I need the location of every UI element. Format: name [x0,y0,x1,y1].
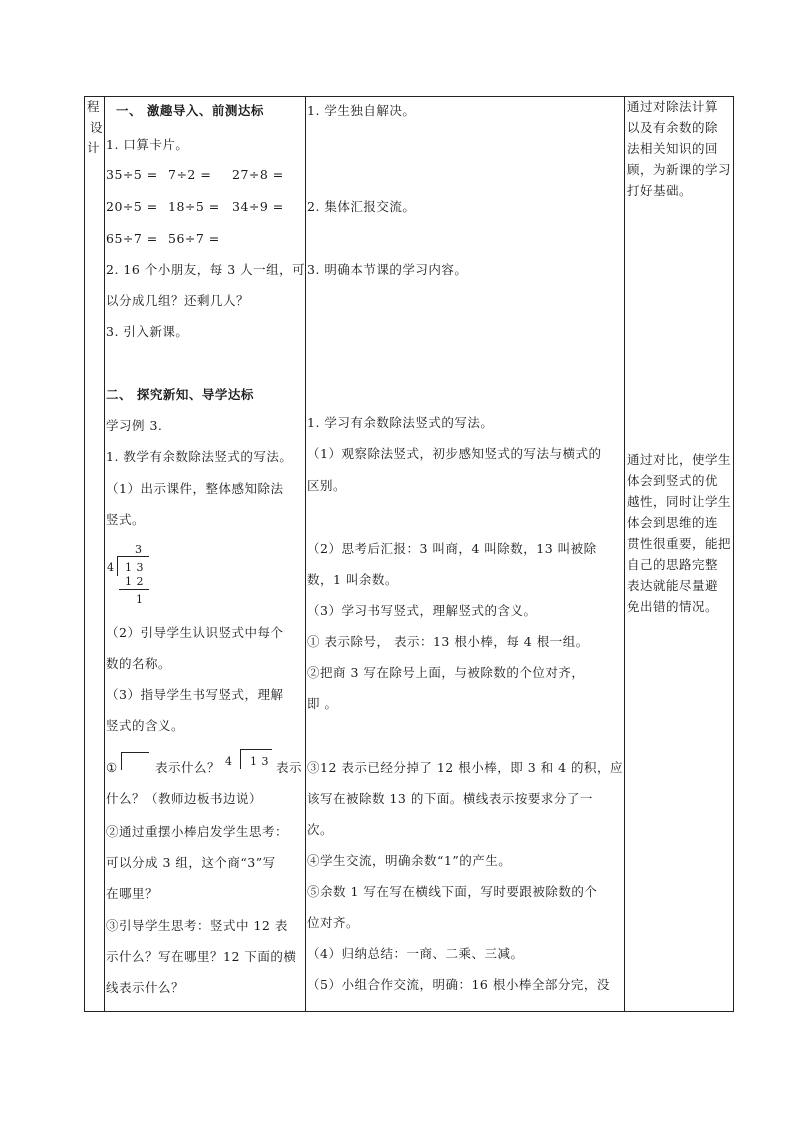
student-activity: （4）归纳总结：一商、二乘、三减。 [307,946,524,961]
intent-line: 越性，同时让学生 [627,494,732,509]
question-text: 表示 [276,760,303,775]
calc-item: 7÷2 = [168,167,212,182]
student-activity: 1. 学习有余数除法竖式的写法。 [307,415,494,430]
calc-item: 18÷5 = [168,199,220,214]
oral-calc-heading: 1. 口算卡片。 [106,137,189,152]
intent-line: 体会到思维的连 [627,515,719,530]
inline-divisor: 4 [225,755,233,768]
question-text: 示什么？写在哪里？12 下面的横 [106,949,297,964]
question-text: ③引导学生思考：竖式中 12 表 [106,918,288,933]
table-border-left [84,96,85,1012]
intent-line: 免出错的情况。 [627,599,719,614]
table-divider-1 [104,96,105,1012]
section1-title: 一、 激趣导入、前测达标 [116,103,264,118]
student-activity: 数，1 叫余数。 [307,572,398,587]
division-bracket-top [117,556,149,557]
intent-line: 表达就能尽量避 [627,578,719,593]
student-activity: ④学生交流，明确余数“1”的产生。 [307,853,512,868]
calc-item: 56÷7 = [168,231,220,246]
student-activity: ⑤余数 1 写在写在横线下面，写时要跟被除数的个 [307,884,598,899]
teaching-sub-item: 数的名称。 [106,656,172,671]
division-symbol-side [121,752,122,770]
table-divider-2 [305,96,306,1012]
teaching-sub-item: （3）指导学生书写竖式，理解 [106,687,284,702]
intent-line: 通过对比，使学生 [627,452,732,467]
teaching-item: 1. 教学有余数除法竖式的写法。 [106,449,293,464]
student-activity: （5）小组合作交流，明确：16 根小棒全部分完，没 [307,977,610,992]
question-text: 表示什么？ [155,760,221,775]
student-activity: 次。 [307,822,334,837]
student-activity: ②把商 3 写在除号上面，与被除数的个位对齐， [307,665,585,680]
intent-line: 自己的思路完整 [627,557,719,572]
question-marker: ① [106,760,118,775]
student-activity: （3）学习书写竖式，理解竖式的含义。 [307,603,537,618]
word-problem-line: 2. 16 个小朋友，每 3 人一组，可 [106,262,306,277]
division-divisor: 4 [107,561,115,574]
intro-new-lesson: 3. 引入新课。 [106,324,189,339]
student-activity: （2）思考后汇报：3 叫商，4 叫除数，13 叫被除 [307,541,597,556]
division-bracket-side [117,556,118,576]
table-border-right [733,96,734,1012]
division-remainder: 1 [136,593,144,606]
student-activity: 区别。 [307,478,347,493]
calc-item: 20÷5 = [106,199,158,214]
question-text: 什么？（教师边板书边说） [106,791,263,806]
intent-line: 通过对除法计算 [627,99,719,114]
intent-line: 体会到竖式的优 [627,473,719,488]
teaching-sub-item: （2）引导学生认识竖式中每个 [106,625,284,640]
teaching-sub-item: 竖式的含义。 [106,718,185,733]
question-text: 可以分成 3 组，这个商“3”写 [106,855,276,870]
division-symbol-top [121,752,149,753]
student-activity: 位对齐。 [307,915,360,930]
table-border-bottom [84,1011,733,1012]
intent-line: 以及有余数的除 [627,120,719,135]
calc-item: 65÷7 = [106,231,158,246]
student-activity: ① 表示除号， 表示：13 根小棒，每 4 根一组。 [307,634,589,649]
division-subtract-line [119,589,149,590]
word-problem-line: 以分成几组？还剩几人？ [106,293,250,308]
teaching-sub-item: （1）出示课件，整体感知除法 [106,481,284,496]
question-text: ②通过重摆小棒启发学生思考： [106,824,289,839]
side-label-char: 计 [87,140,101,155]
student-activity: 2. 集体汇报交流。 [307,199,416,214]
calc-item: 35÷5 = [106,167,158,182]
question-text: 在哪里？ [106,886,159,901]
intent-line: 法相关知识的回 [627,141,719,156]
side-label-char: 程 [87,99,101,114]
calc-item: 27÷8 = [232,167,284,182]
calc-item: 34÷9 = [232,199,284,214]
student-activity: 该写在被除数 13 的下面。横线表示按要求分了一 [307,791,593,806]
inline-division-top [240,749,272,750]
inline-dividend: 1 3 [250,755,269,768]
student-activity: 1. 学生独自解决。 [307,103,416,118]
table-border-top [84,96,733,97]
question-text: 线表示什么？ [106,980,185,995]
student-activity: 3. 明确本节课的学习内容。 [307,262,468,277]
intent-line: 贯性很重要，能把 [627,536,732,551]
side-label-char: 设 [90,120,104,135]
study-example: 学习例 3. [106,418,163,433]
section2-title: 二、 探究新知、导学达标 [106,387,254,402]
student-activity: （1）观察除法竖式，初步感知竖式的写法与横式的 [307,446,602,461]
teaching-sub-item: 竖式。 [106,512,146,527]
student-activity: ③12 表示已经分掉了 12 根小棒，即 3 和 4 的积，应 [307,760,624,775]
student-activity: 即 。 [307,696,338,711]
table-divider-3 [624,96,625,1012]
division-product: 1 2 [125,575,144,588]
division-quotient: 3 [135,543,143,556]
intent-line: 顾，为新课的学习 [627,162,732,177]
intent-line: 打好基础。 [627,183,693,198]
inline-division-side [240,749,241,769]
division-dividend: 1 3 [125,561,144,574]
